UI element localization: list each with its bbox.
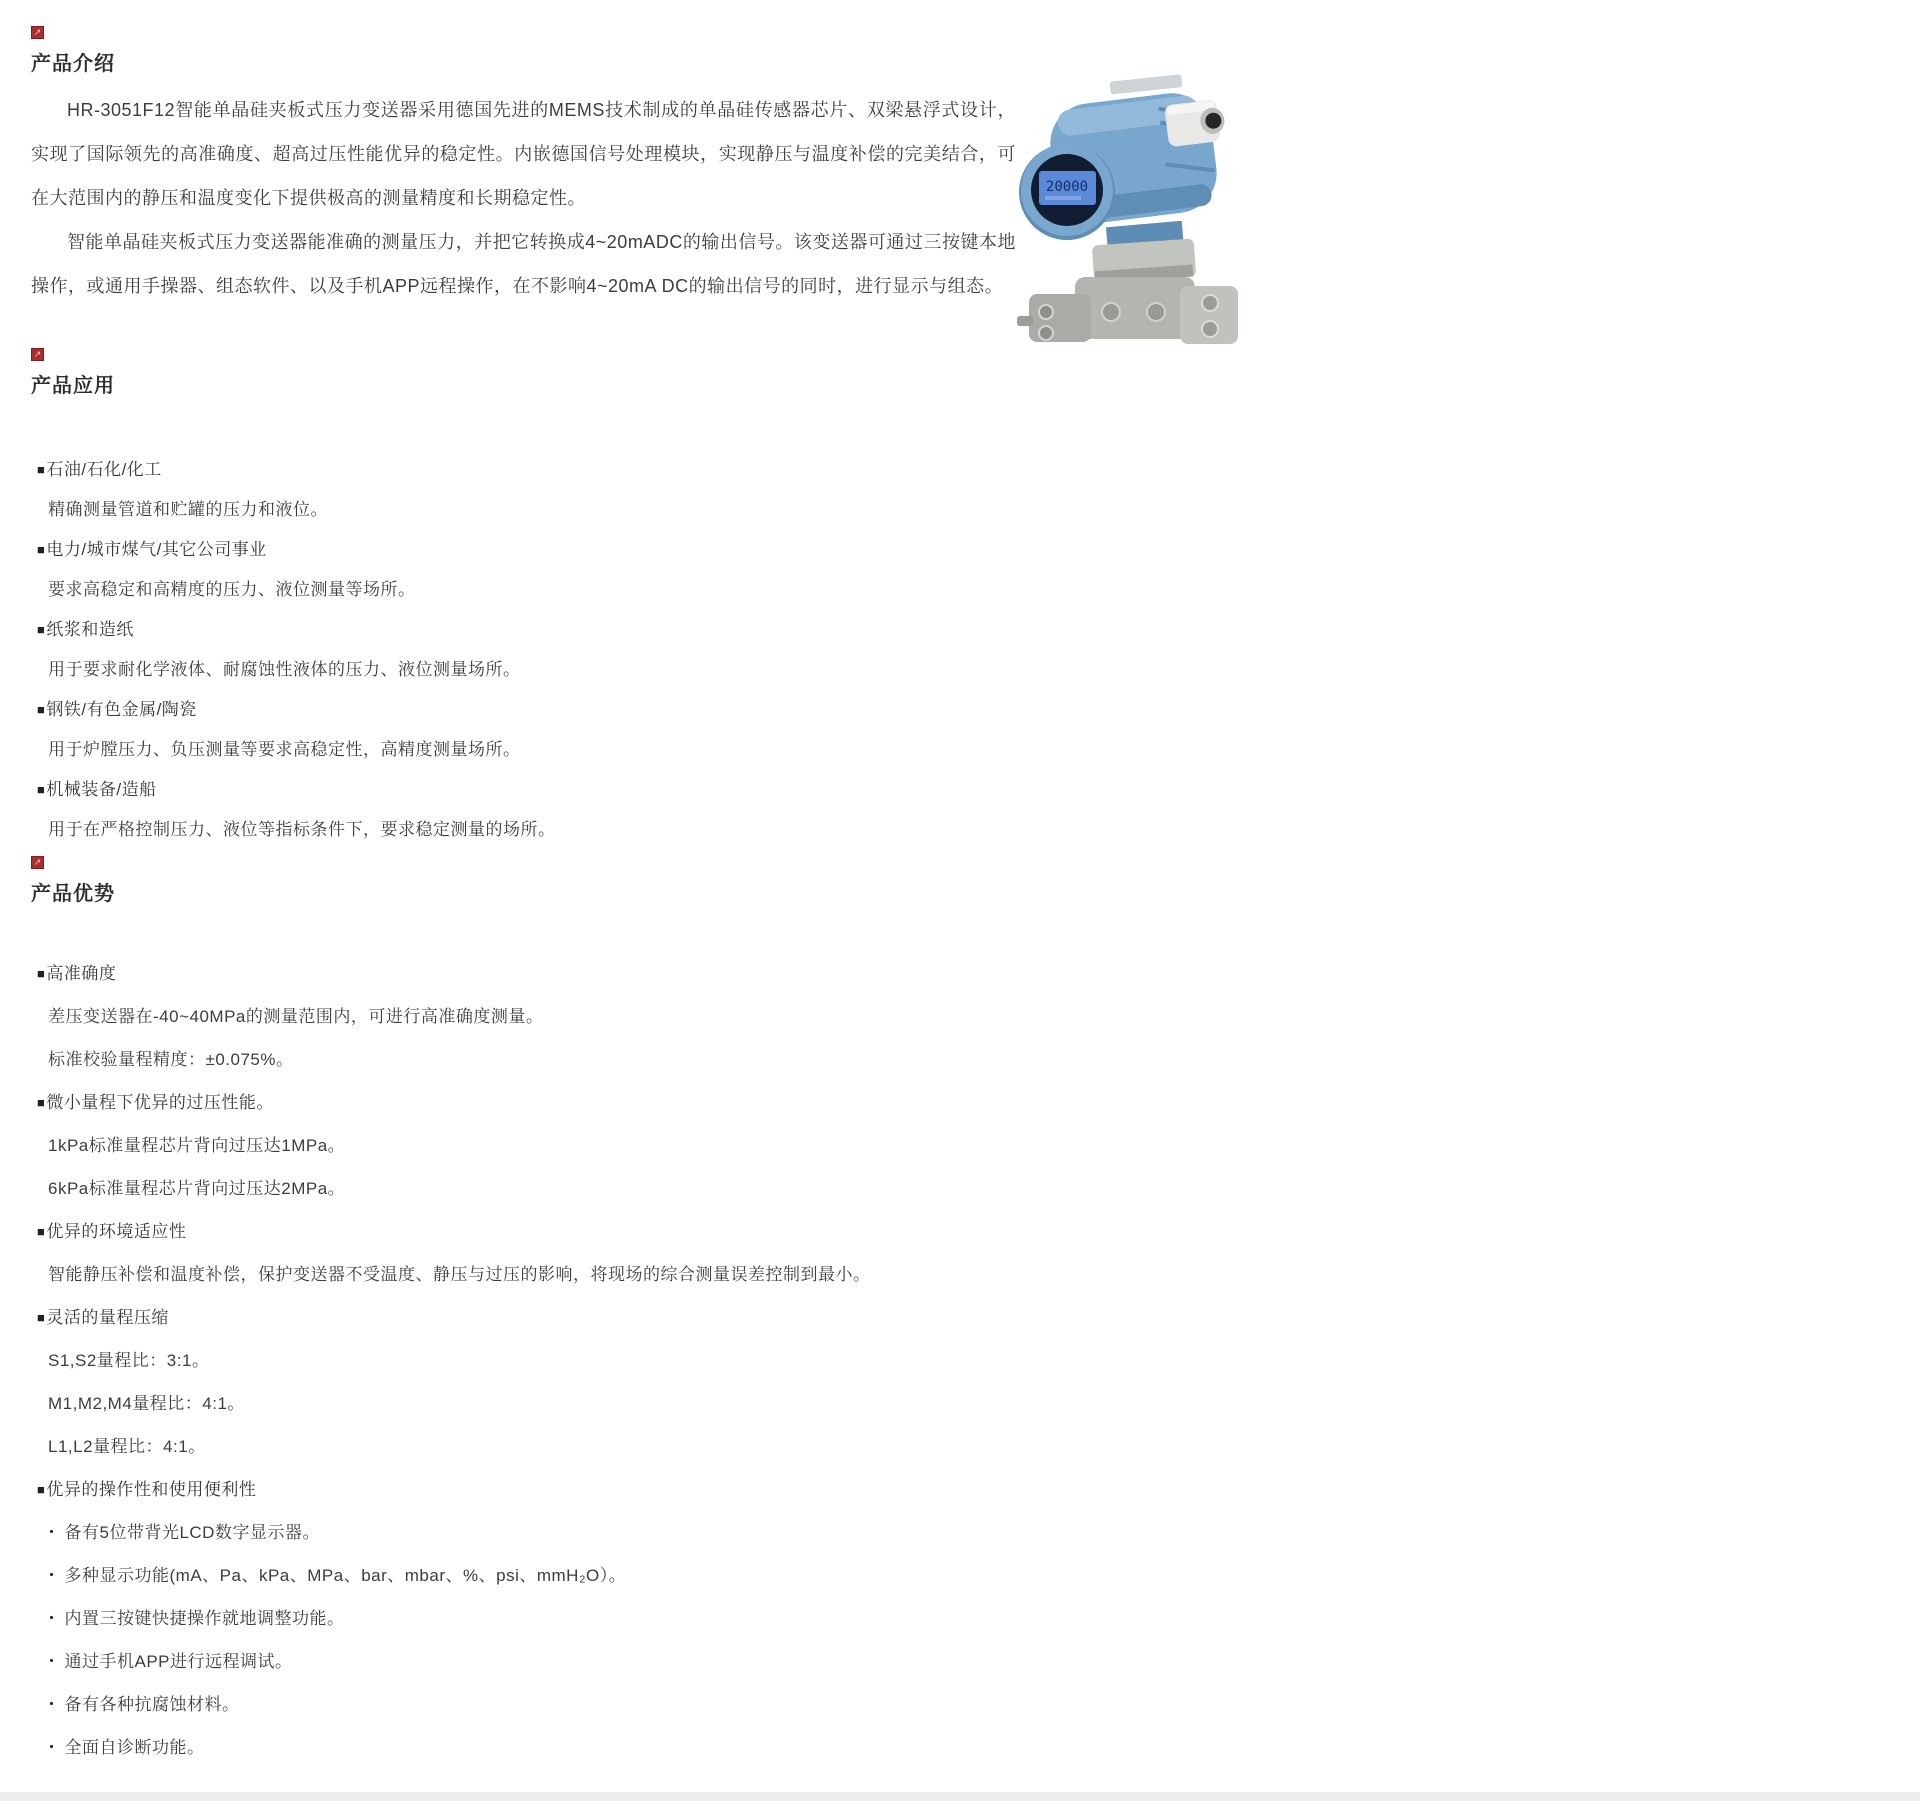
adv-group-label — [31, 1081, 1891, 1124]
adv-group-label-text: 灵活的量程压缩 — [46, 1308, 169, 1327]
lcd-value: 20000 — [1045, 179, 1089, 195]
dot-bullet-icon: ・ — [43, 1609, 61, 1628]
adv-dot-line — [31, 1640, 1891, 1683]
adv-line: 6kPa标准量程芯片背向过压达2MPa。 — [48, 1179, 346, 1198]
square-bullet-icon: ■ — [37, 1310, 46, 1325]
adv-group-label — [31, 952, 1891, 995]
product-photo — [1015, 72, 1240, 347]
adv-group-label — [31, 1296, 1891, 1339]
applications-list — [31, 450, 1891, 850]
adv-group-label-text: 高准确度 — [46, 964, 117, 983]
app-item-label-text: 电力/城市煤气/其它公司事业 — [46, 540, 267, 559]
square-bullet-icon: ■ — [37, 782, 46, 797]
adv-dot-line — [31, 1683, 1891, 1726]
page-bottom-edge — [0, 1792, 1920, 1801]
app-item-label — [31, 770, 1891, 810]
adv-line: 差压变送器在-40~40MPa的测量范围内，可进行高准确度测量。 — [48, 1007, 544, 1026]
square-bullet-icon: ■ — [37, 966, 46, 981]
section-title-intro: 产品介绍 — [31, 53, 115, 75]
app-item-desc: 精确测量管道和贮罐的压力和液位。 — [48, 500, 328, 519]
app-item-desc: 用于要求耐化学液体、耐腐蚀性液体的压力、液位测量场所。 — [48, 660, 521, 679]
adv-dot-line-text: 备有5位带背光LCD数字显示器。 — [64, 1523, 320, 1542]
adv-group-label-text: 微小量程下优异的过压性能。 — [46, 1093, 274, 1112]
dot-bullet-icon: ・ — [43, 1652, 61, 1671]
section-intro — [31, 26, 1891, 308]
anchor-arrow-icon: ↗ — [31, 348, 44, 361]
dot-bullet-icon: ・ — [43, 1523, 61, 1542]
app-item-label-text: 石油/石化/化工 — [46, 460, 162, 479]
advantages-list — [31, 952, 1891, 1769]
adv-dot-line-text: 内置三按键快捷操作就地调整功能。 — [64, 1609, 345, 1628]
adv-group-label — [31, 1468, 1891, 1511]
square-bullet-icon: ■ — [37, 542, 46, 557]
square-bullet-icon: ■ — [37, 622, 46, 637]
app-item-label — [31, 690, 1891, 730]
adv-line: 1kPa标准量程芯片背向过压达1MPa。 — [48, 1136, 346, 1155]
square-bullet-icon: ■ — [37, 462, 46, 477]
adv-line: M1,M2,M4量程比：4:1。 — [48, 1394, 245, 1413]
app-item-label-text: 纸浆和造纸 — [46, 620, 134, 639]
adv-dot-line — [31, 1511, 1891, 1554]
adv-dot-line-text: 全面自诊断功能。 — [64, 1738, 205, 1757]
adv-dot-line-text: 多种显示功能(mA、Pa、kPa、MPa、bar、mbar、%、psi、mmH₂O）。 — [64, 1566, 627, 1585]
app-item-desc: 要求高稳定和高精度的压力、液位测量等场所。 — [48, 580, 416, 599]
adv-group-label-text: 优异的操作性和使用便利性 — [46, 1480, 257, 1499]
adv-group-label — [31, 1210, 1891, 1253]
intro-paragraph: HR-3051F12智能单晶硅夹板式压力变送器采用德国先进的MEMS技术制成的单晶硅传感器芯片、双梁悬浮式设计，实现了国际领先的高准确度、超高过压性能优异的稳定性。内嵌德国信号处理模块，实现静压与温度补偿的完美结合，可在大范围内的静压和温度变化下提供极高的测量精度和长期稳定性。 — [31, 100, 1016, 208]
adv-dot-line-text: 备有各种抗腐蚀材料。 — [64, 1695, 240, 1714]
app-item-label — [31, 530, 1891, 570]
anchor-arrow-icon: ↗ — [31, 26, 44, 39]
section-title-applications: 产品应用 — [31, 375, 115, 397]
intro-paragraphs — [31, 88, 1016, 308]
section-title-advantages: 产品优势 — [31, 883, 115, 905]
dot-bullet-icon: ・ — [43, 1738, 61, 1757]
cable-gland — [1164, 99, 1227, 148]
anchor-arrow-icon: ↗ — [31, 856, 44, 869]
app-item-label — [31, 610, 1891, 650]
app-item-label-text: 钢铁/有色金属/陶瓷 — [46, 700, 197, 719]
app-item-desc: 用于在严格控制压力、液位等指标条件下，要求稳定测量的场所。 — [48, 820, 556, 839]
app-item-desc: 用于炉膛压力、负压测量等要求高稳定性，高精度测量场所。 — [48, 740, 521, 759]
intro-paragraph: 智能单晶硅夹板式压力变送器能准确的测量压力，并把它转换成4~20mADC的输出信号。该变送器可通过三按键本地操作，或通用手操器、组态软件、以及手机APP远程操作，在不影响4~20mA DC的输出信号的同时，进行显示与组态。 — [31, 232, 1016, 296]
app-item-label-text: 机械装备/造船 — [46, 780, 157, 799]
adv-line: L1,L2量程比：4:1。 — [48, 1437, 206, 1456]
adv-line: 智能静压补偿和温度补偿，保护变送器不受温度、静压与过压的影响，将现场的综合测量误差控制到最小。 — [48, 1265, 871, 1284]
square-bullet-icon: ■ — [37, 1095, 46, 1110]
dot-bullet-icon: ・ — [43, 1566, 61, 1585]
adv-line: 标准校验量程精度：±0.075%。 — [48, 1050, 294, 1069]
square-bullet-icon: ■ — [37, 1482, 46, 1497]
square-bullet-icon: ■ — [37, 702, 46, 717]
app-item-label — [31, 450, 1891, 490]
square-bullet-icon: ■ — [37, 1224, 46, 1239]
adv-line: S1,S2量程比：3:1。 — [48, 1351, 210, 1370]
dot-bullet-icon: ・ — [43, 1695, 61, 1714]
adv-dot-line-text: 通过手机APP进行远程调试。 — [64, 1652, 293, 1671]
adv-dot-line — [31, 1554, 1891, 1597]
section-advantages — [31, 856, 1891, 1769]
flange-body — [1017, 277, 1238, 344]
adv-dot-line — [31, 1597, 1891, 1640]
adv-group-label-text: 优异的环境适应性 — [46, 1222, 187, 1241]
pressure-transmitter-illustration — [1015, 72, 1240, 347]
adv-dot-line — [31, 1726, 1891, 1769]
section-applications — [31, 348, 1891, 850]
